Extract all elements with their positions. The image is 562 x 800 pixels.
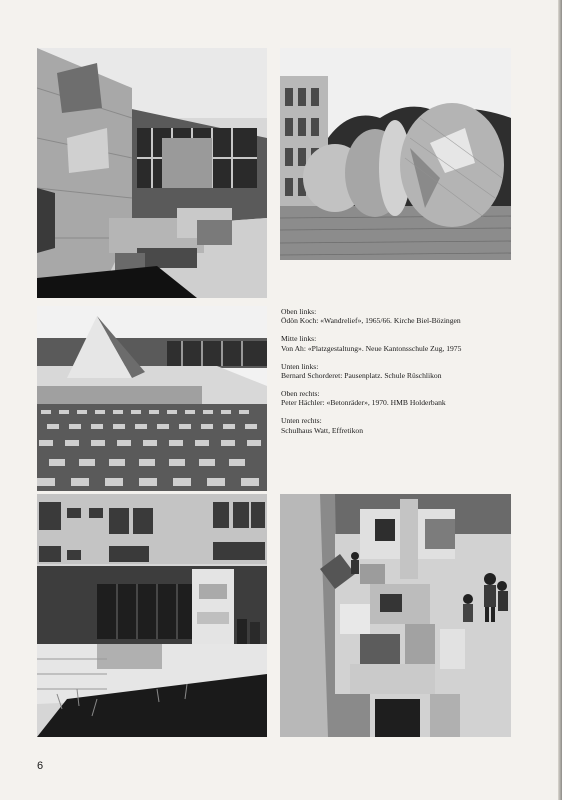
caption-text: Von Ah: «Platzgestaltung». Neue Kantonsschule Zug, 1975 — [281, 343, 462, 353]
caption-text: Schulhaus Watt, Effretikon — [281, 425, 363, 435]
caption-middle-left — [281, 334, 521, 353]
caption-heading: Mitte links: — [281, 334, 317, 344]
caption-heading: Unten rechts: — [281, 416, 322, 426]
caption-text: Peter Hächler: «Betonräder», 1970. HMB Holderbank — [281, 398, 446, 408]
caption-heading: Oben rechts: — [281, 388, 320, 398]
captions — [281, 307, 521, 444]
caption-top-left — [281, 307, 521, 326]
caption-text: Bernard Schorderet: Pausenplatz. Schule Rüschlikon — [281, 371, 442, 381]
caption-bottom-left — [281, 362, 521, 381]
photo-pyramid-plaza — [37, 306, 267, 491]
photo-wall-relief — [37, 48, 267, 298]
caption-heading: Oben links: — [281, 307, 317, 316]
photo-concrete-wheels — [280, 48, 511, 260]
caption-top-right — [281, 389, 521, 408]
page-edge — [558, 0, 562, 800]
caption-heading: Unten links: — [281, 361, 319, 371]
photo-schoolyard — [37, 494, 267, 737]
page-number: 6 — [37, 760, 44, 772]
caption-bottom-right — [281, 416, 521, 435]
caption-text: Ödön Koch: «Wandrelief», 1965/66. Kirche Biel-Bözingen — [281, 316, 461, 326]
photo-climbing-sculpture — [280, 494, 511, 737]
